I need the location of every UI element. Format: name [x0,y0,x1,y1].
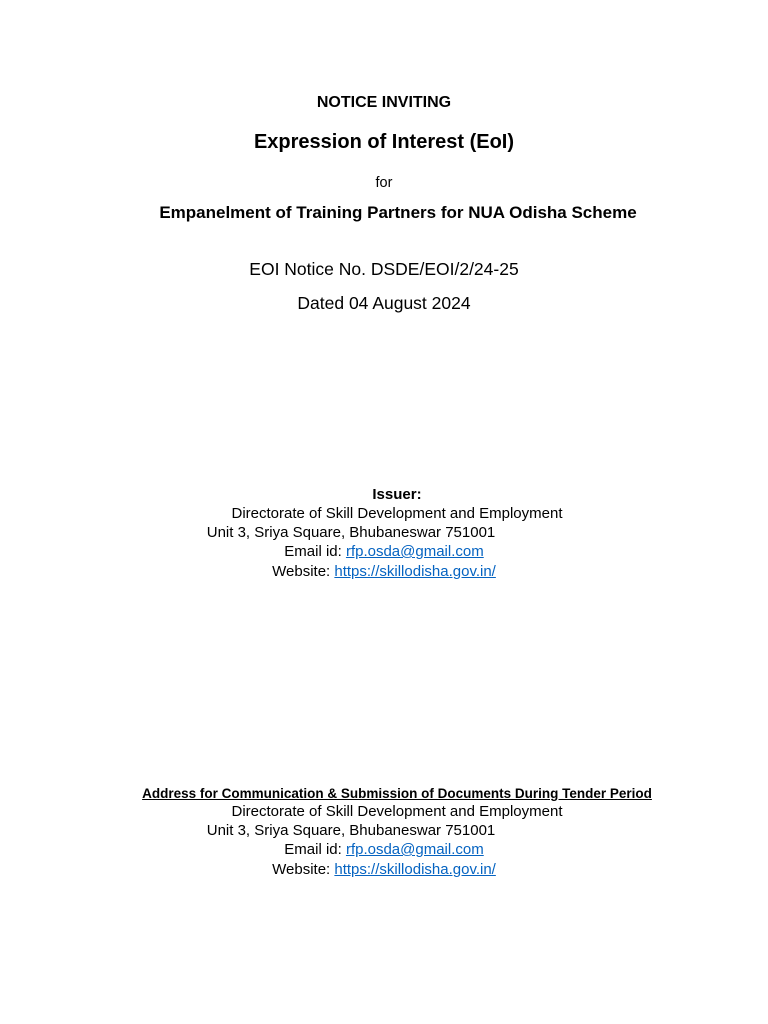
issuer-website-label: Website: [272,563,335,580]
notice-heading: NOTICE INVITING [316,94,452,111]
issuer-email-line [0,542,768,562]
communication-address: Unit 3, Sriya Square, Bhubaneswar 751001 [206,822,496,839]
communication-email-link[interactable]: rfp.osda@gmail.com [345,841,484,858]
issuer-website-line [0,562,768,582]
issuer-address: Unit 3, Sriya Square, Bhubaneswar 751001 [206,524,496,541]
communication-email-label: Email id: [284,841,346,858]
communication-website-label: Website: [272,861,335,878]
issuer-label: Issuer: [372,486,422,503]
communication-website-line [0,860,768,880]
notice-date: Dated 04 August 2024 [297,293,471,313]
issuer-email-link[interactable]: rfp.osda@gmail.com [345,543,484,560]
issuer-email-label: Email id: [284,543,346,560]
issuer-organization: Directorate of Skill Development and Employment [231,505,563,522]
issuer-website-link[interactable]: https://skillodisha.gov.in/ [334,563,496,580]
notice-number: EOI Notice No. DSDE/EOI/2/24-25 [249,259,519,279]
communication-organization: Directorate of Skill Development and Employment [231,803,563,820]
document-subject: Empanelment of Training Partners for NUA Odisha Scheme [159,203,637,222]
document-title: Expression of Interest (EoI) [253,131,515,153]
communication-email-line [0,840,768,860]
communication-heading: Address for Communication & Submission of Documents During Tender Period [142,786,652,801]
for-text: for [375,175,393,191]
communication-website-link[interactable]: https://skillodisha.gov.in/ [334,861,496,878]
